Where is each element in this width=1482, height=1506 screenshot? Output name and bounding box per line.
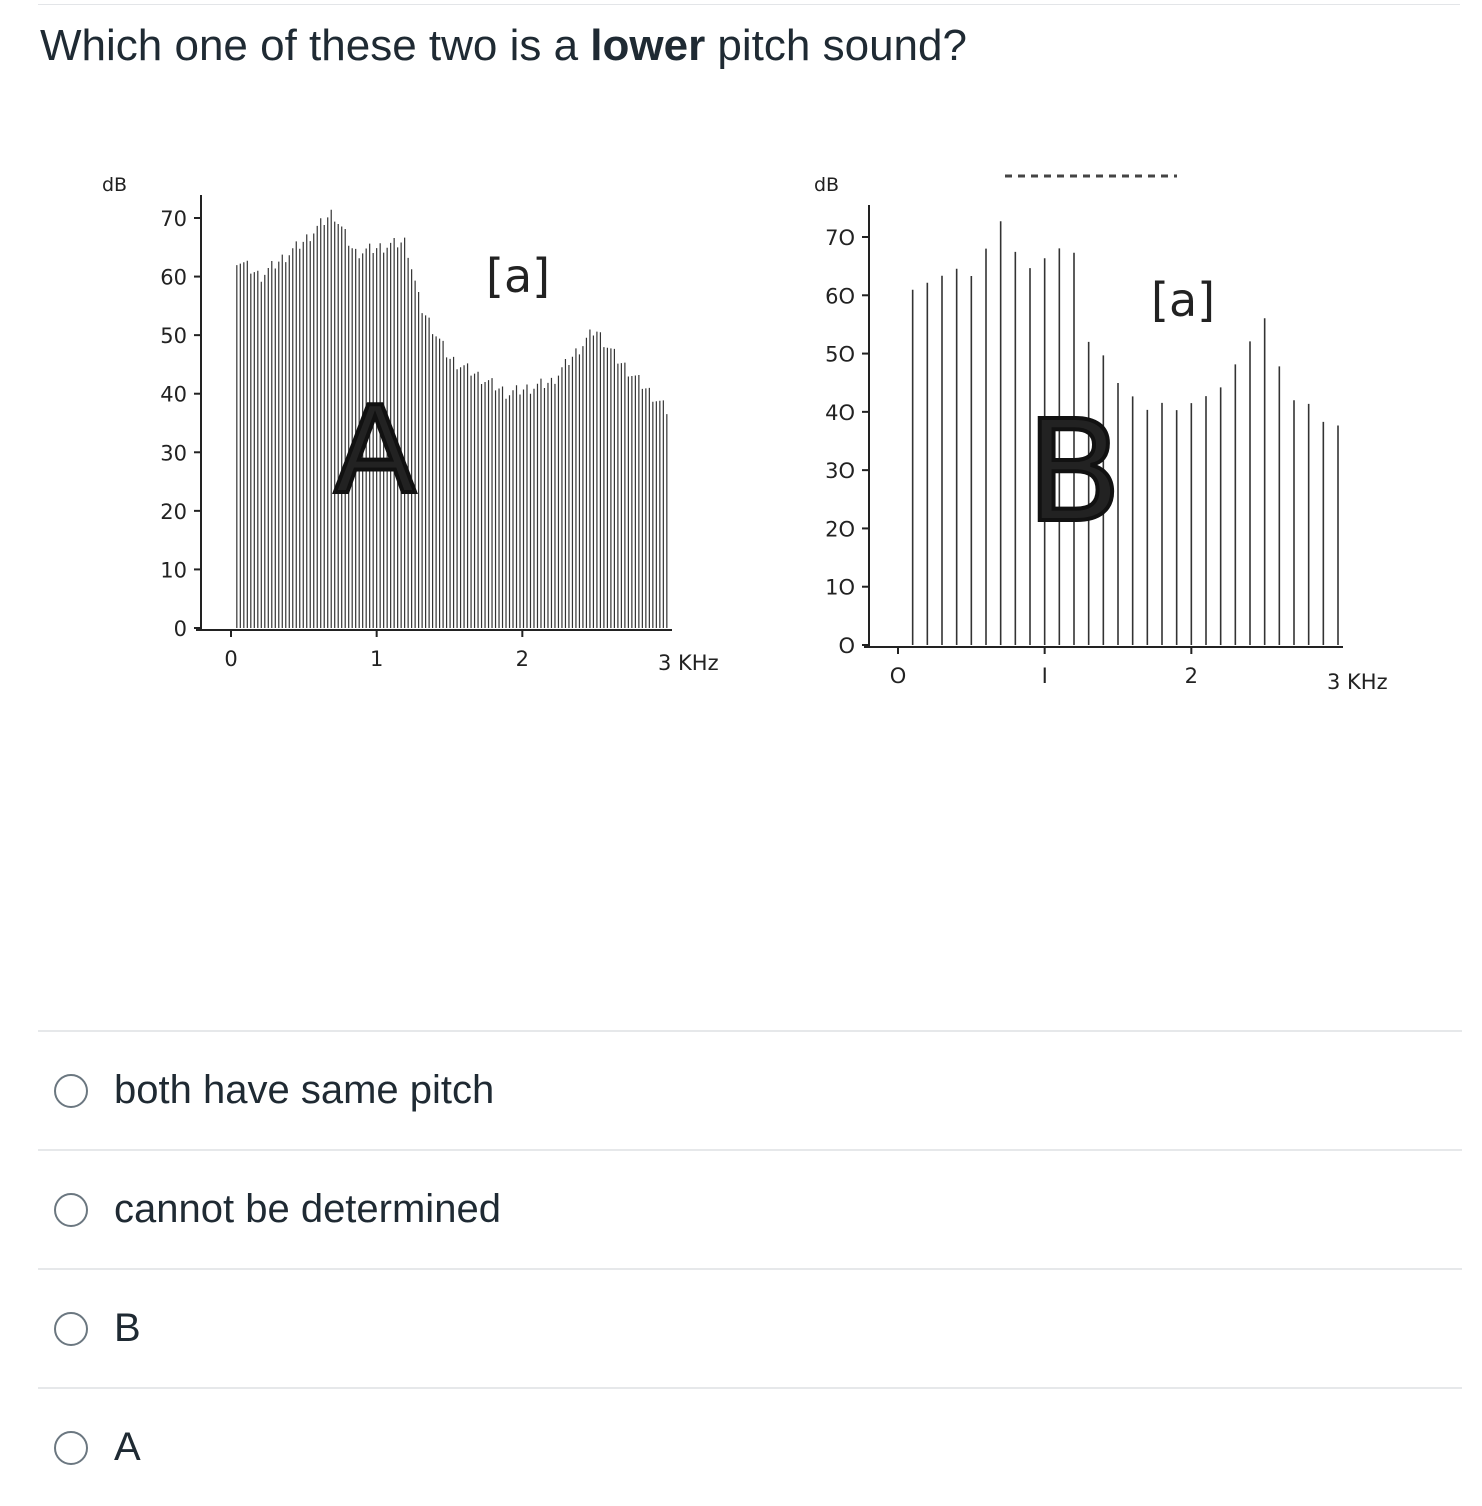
radio-button-icon[interactable] — [54, 1193, 88, 1227]
answer-option-b[interactable] — [38, 1268, 1462, 1387]
y-tick-label: 40 — [160, 382, 187, 407]
y-tick-label: 5O — [825, 342, 855, 367]
y-tick-label: 60 — [160, 265, 187, 290]
answer-option-a[interactable] — [38, 1387, 1462, 1506]
answer-option-both-same[interactable] — [38, 1030, 1462, 1149]
answer-list — [38, 1030, 1462, 1506]
question-text: Which one of these two is a lower pitch sound? — [40, 21, 967, 70]
answer-label: B — [114, 1306, 141, 1350]
y-tick-label: 10 — [160, 558, 187, 583]
x-tick-label: O — [889, 664, 907, 688]
x-tick-label: 1 — [369, 647, 384, 671]
y-tick-label: 6O — [825, 284, 855, 309]
x-tick-label: I — [1041, 664, 1048, 688]
question-emphasis: lower — [590, 21, 706, 70]
y-tick-label: 4O — [825, 400, 855, 425]
y-tick-label: O — [838, 634, 855, 658]
spectrum-a — [102, 174, 719, 675]
y-tick-label: 3O — [825, 459, 855, 484]
vowel-label-a: [a] — [486, 249, 551, 303]
y-tick-label: 2O — [825, 517, 855, 542]
y-tick-label: 50 — [160, 324, 187, 349]
y-tick-label: 7O — [825, 226, 855, 250]
xunit-a: 3 KHz — [658, 651, 719, 675]
radio-button-icon[interactable] — [54, 1074, 88, 1108]
answer-option-cannot-determine[interactable] — [38, 1149, 1462, 1268]
handwritten-letter-b: B — [1026, 391, 1123, 554]
answer-label: both have same pitch — [114, 1068, 495, 1112]
x-tick-label: 2 — [1184, 664, 1199, 688]
radio-button-icon[interactable] — [54, 1312, 88, 1346]
x-tick-label: 2 — [515, 647, 530, 671]
vowel-label-b: [a] — [1151, 273, 1216, 327]
ylabel-b: dB — [814, 174, 840, 196]
radio-button-icon[interactable] — [54, 1431, 88, 1465]
y-tick-label: 1O — [825, 575, 855, 600]
answer-label: A — [114, 1425, 141, 1469]
spectrum-b — [814, 174, 1388, 694]
y-tick-label: 20 — [160, 499, 187, 524]
x-tick-label: 0 — [224, 647, 238, 671]
xunit-b: 3 KHz — [1327, 670, 1388, 694]
y-tick-label: 0 — [173, 617, 187, 641]
handwritten-letter-a: A — [334, 382, 417, 521]
y-tick-label: 30 — [160, 441, 187, 466]
y-tick-label: 70 — [160, 207, 187, 231]
answer-label: cannot be determined — [114, 1187, 501, 1231]
ylabel-a: dB — [102, 174, 128, 196]
